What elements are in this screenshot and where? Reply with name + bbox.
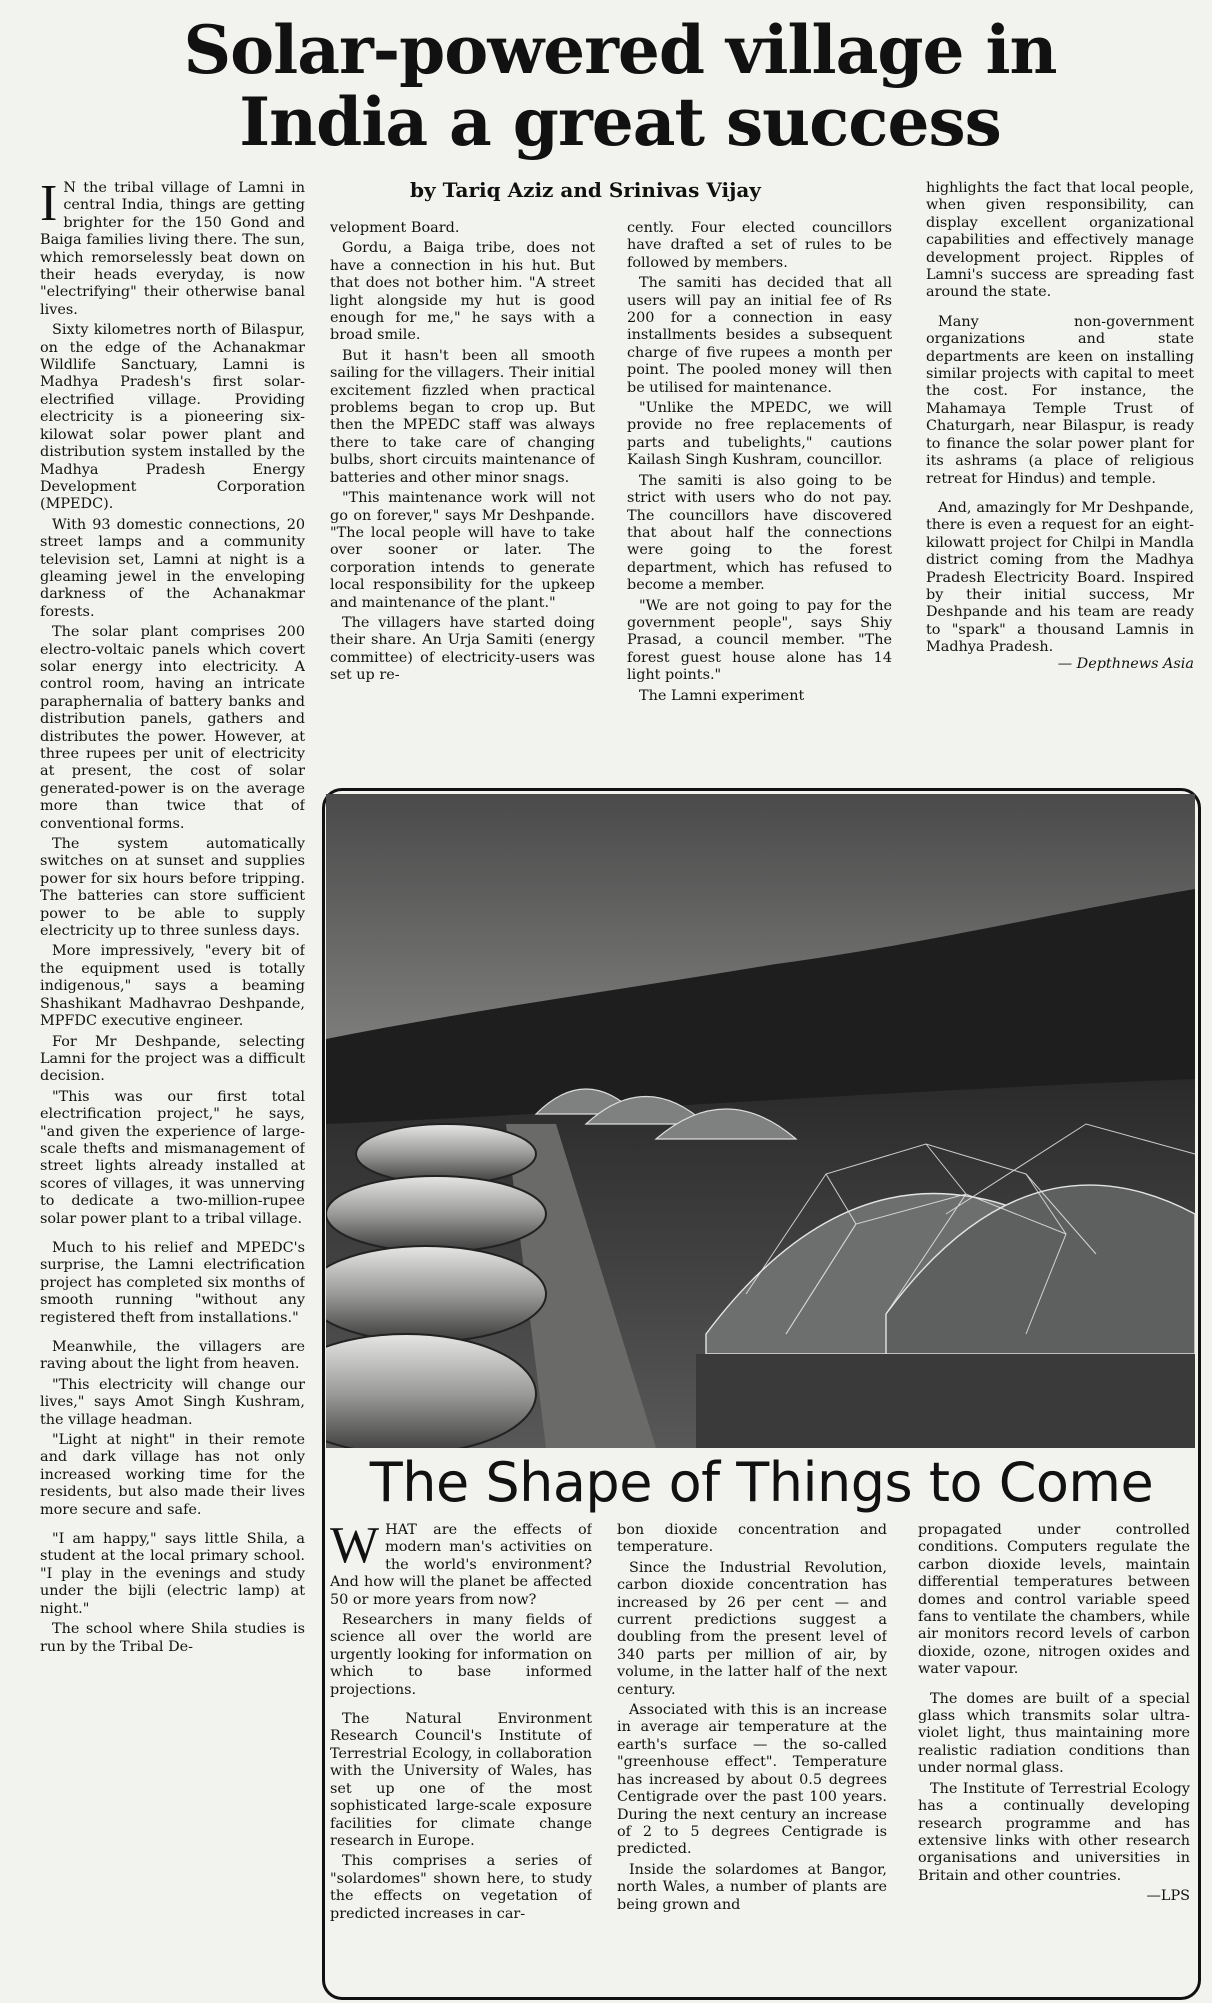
paragraph: More impressively, "every bit of the equipment used is totally indigenous," says a beaming Shashikant Madhavrao Deshpande, MPFDC executive engineer.	[40, 943, 305, 1030]
paragraph: cently. Four elected councillors have drafted a set of rules to be followed by members.	[627, 220, 892, 271]
paragraph: This comprises a series of "solardomes" shown here, to study the effects on vegetation of predicted increases in car-	[330, 1853, 592, 1922]
paragraph: bon dioxide concentration and temperature.	[617, 1522, 887, 1556]
paragraph: velopment Board.	[330, 220, 460, 236]
paragraph: Gordu, a Baiga tribe, does not have a connection in his hut. But that does not bother him. "A street light alongside my hut is good enough for me," he says with a broad smile.	[330, 240, 595, 344]
sidebar-dropcap: W	[330, 1522, 380, 1574]
paragraph: propagated under controlled conditions. Computers regulate the carbon dioxide levels, maintain differential temperatures between domes and control variable speed fans to ventilate the chambers, while air monitors record levels of carbon dioxide, ozone, nitrogen oxides and water vapour.	[918, 1522, 1190, 1678]
sidebar-column-1	[330, 1522, 592, 1992]
paragraph: The solar plant comprises 200 electro-voltaic panels which covert solar energy into electricity. A control room, having an intricate paraphernalia of battery banks and distribution panels, gathers and distributes the power. However, at three rupees per unit of electricity at present, the cost of solar generated-power is on the average more than twice that of conventional forms.	[40, 624, 305, 832]
paragraph: The Natural Environment Research Council's Institute of Terrestrial Ecology, in collaboration with the University of Wales, has set up one of the most sophisticated large-scale exposure facilities for climate change research in Europe.	[330, 1711, 592, 1849]
paragraph: The samiti is also going to be strict with users who do not pay. The councillors have discovered that about half the connections were going to the forest department, which has refused to become a member.	[627, 472, 892, 594]
article-byline: by Tariq Aziz and Srinivas Vijay	[410, 178, 761, 202]
paragraph: The Lamni experiment	[639, 687, 805, 704]
paragraph: "Light at night" in their remote and dark village has not only increased working time for the residents, but also made their lives more secure and safe.	[40, 1432, 305, 1518]
paragraph: Sixty kilometres north of Bilaspur, on the edge of the Achanakmar Wildlife Sanctuary, Lamni is Madhya Pradesh's first solar-electrified village. Providing electricity is a pioneering six-kilowat solar power plant and distribution system installed by the Madhya Pradesh Energy Development Corporation (MPEDC).	[40, 322, 305, 513]
article-column-3	[627, 220, 892, 780]
paragraph: "This maintenance work will not go on forever," says Mr Deshpande. "The local people will have to take over sooner or later. The corporation intends to generate local responsibility for the upkeep and maintenance of the plant."	[330, 490, 595, 611]
paragraph: For Mr Deshpande, selecting Lamni for the project was a difficult decision.	[40, 1033, 305, 1085]
sidebar-column-3	[918, 1522, 1190, 1992]
paragraph: The Institute of Terrestrial Ecology has a continually developing research programme and has extensive links with other research organisations and universities in Britain and other countries.	[918, 1780, 1190, 1884]
paragraph: The samiti has decided that all users will pay an initial fee of Rs 200 for a connection in easy installments besides a subsequent charge of five rupees a month per point. The pooled money will then be utilised for maintenance.	[627, 275, 892, 396]
paragraph: "Unlike the MPEDC, we will provide no free replacements of parts and tubelights," cautions Kailash Singh Kushram, councillor.	[627, 400, 892, 469]
paragraph: But it hasn't been all smooth sailing for the villagers. Their initial excitement fizzled when practical problems began to crop up. But then the MPEDC staff was always there to take care of changing bulbs, short circuits maintenance of batteries and other minor snags.	[330, 347, 595, 486]
paragraph: The domes are built of a special glass which transmits solar ultra-violet light, thus maintaining more realistic radiation conditions than under normal glass.	[918, 1690, 1190, 1777]
article-column-1	[40, 180, 305, 1995]
paragraph: With 93 domestic connections, 20 street lamps and a community television set, Lamni at night is a gleaming jewel in the enveloping darkness of the Achanakmar forests.	[40, 516, 305, 620]
article-column-2	[330, 220, 595, 780]
paragraph: "This electricity will change our lives," says Amot Singh Kushram, the village headman.	[40, 1376, 305, 1428]
paragraph: "This was our first total electrification project," he says, "and given the experience of large-scale thefts and mismanagement of street lights already installed at scores of villages, it was unnerving to dedicate a two-million-rupee solar power plant to a tribal village.	[40, 1088, 305, 1227]
paragraph: Researchers in many fields of science all over the world are urgently looking for information on which to base informed projections.	[330, 1612, 592, 1698]
article-dropcap: I	[40, 180, 58, 232]
sidebar-column-2	[617, 1522, 887, 1992]
paragraph: Much to his relief and MPEDC's surprise, the Lamni electrification project has completed six months of smooth running "without any registered theft from installations."	[40, 1239, 305, 1326]
paragraph: "I am happy," says little Shila, a student at the local primary school. "I play in the evenings and study under the bijli (electric lamp) at night."	[40, 1531, 305, 1617]
signoff-text: — Depthnews Asia	[1057, 655, 1194, 672]
paragraph: Since the Industrial Revolution, carbon dioxide concentration has increased by 26 per cent — and current predictions suggest a doubling from the present level of 340 parts per million of air, by volume, in the latter half of the next century.	[617, 1559, 887, 1698]
solardomes-illustration	[326, 794, 1195, 1448]
sidebar-headline: The Shape of Things to Come	[369, 1451, 1154, 1514]
paragraph: The school where Shila studies is run by the Tribal De-	[40, 1621, 305, 1655]
paragraph: highlights the fact that local people, when given responsibility, can display excellent organizational capabilities and effectively manage development project. Ripples of Lamni's success are spreading fast around the state.	[926, 180, 1194, 301]
paragraph: The villagers have started doing their share. An Urja Samiti (energy committee) of electricity-users was set up re-	[330, 614, 595, 684]
paragraph: N the tribal village of Lamni in central India, things are getting brighter for the 150 Gond and Baiga families living there. The sun, which remorselessly beat down on their heads everyday, is now "electrifying" their otherwise banal lives.	[40, 180, 305, 318]
sidebar-signoff: —LPS	[1146, 1888, 1190, 1905]
article-signoff	[926, 656, 1194, 673]
paragraph: The system automatically switches on at sunset and supplies power for six hours before tripping. The batteries can store sufficient power to be able to supply electricity up to three sunless days.	[40, 836, 305, 940]
paragraph: Meanwhile, the villagers are raving about the light from heaven.	[40, 1339, 305, 1373]
article-headline: Solar-powered village in India a great success	[183, 11, 1057, 161]
paragraph: Many non-government organizations and state departments are keen on installing similar projects with capital to meet the cost. For instance, the Mahamaya Temple Trust of Chaturgarh, near Bilaspur, is ready to finance the solar power plant for its ashrams (a place of religious retreat for Hindus) and temple.	[926, 313, 1194, 487]
paragraph: And, amazingly for Mr Deshpande, there is even a request for an eight-kilowatt project for Chilpi in Mandla district coming from the Madhya Pradesh Electricity Board. Inspired by their initial success, Mr Deshpande and his team are ready to "spark" a thousand Lamnis in Madhya Pradesh.	[926, 499, 1194, 656]
paragraph: Associated with this is an increase in average air temperature at the earth's surface — the so-called "greenhouse effect". Temperature has increased by about 0.5 degrees Centigrade over the past 100 years. During the next century an increase of 2 to 5 degrees Centigrade is predicted.	[617, 1702, 887, 1858]
solardomes-photo	[326, 794, 1195, 1448]
paragraph: Inside the solardomes at Bangor, north Wales, a number of plants are being grown and	[617, 1861, 887, 1913]
paragraph: HAT are the effects of modern man's activities on the world's environment? And how will the planet be affected 50 or more years from now?	[330, 1522, 592, 1608]
paragraph: "We are not going to pay for the government people", says Shiy Prasad, a council member. "The forest guest house alone has 14 light points."	[627, 597, 892, 684]
article-column-4	[926, 180, 1194, 785]
